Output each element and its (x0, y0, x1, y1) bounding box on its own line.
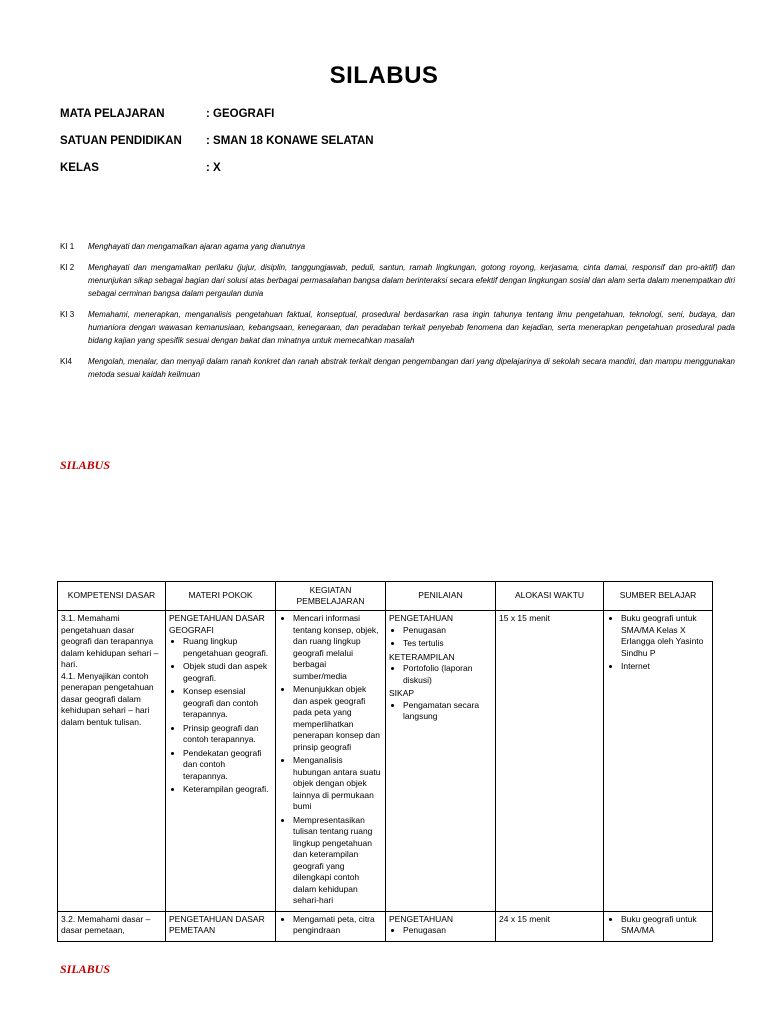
penilaian-group-title: PENGETAHUAN (389, 913, 454, 924)
ki-item (60, 240, 735, 253)
list-item: • Mempresentasikan tulisan tentang ruang lingkup pengetahuan dan keterampilan geografi yang dilengkapi contoh dalam kehidupan sehari-hari (293, 815, 382, 907)
document-title: SILABUS (329, 62, 439, 89)
list-item: • Internet (621, 661, 709, 673)
list-item: • Penugasan (403, 925, 492, 937)
ki-text: Menghayati dan mengamalkan ajaran agama yang dianutnya (88, 242, 306, 251)
list-item: • Mencari informasi tentang konsep, objek, dan ruang lingkup geografi melalui berbagai sumber/media (293, 613, 382, 682)
header-penilaian: PENILAIAN (386, 582, 496, 611)
penilaian-group-title: KETERAMPILAN (389, 651, 455, 662)
ki-code: KI 3 (60, 310, 75, 319)
ki-code: KI 1 (60, 242, 75, 251)
penilaian-list (389, 925, 492, 937)
ki-code: KI 2 (60, 263, 75, 272)
kd-cell: 3.1. Memahami pengetahuan dasar geografi dan terapannya dalam kehidupan sehari – hari. 4.1. Menyajikan contoh penerapan pengetahuan dasar geografi dalam kehidupan sehari – hari dalam bentuk tulisan. (58, 611, 166, 912)
list-item: • Keterampilan geografi. (183, 784, 272, 796)
list-item: • Menganalisis hubungan antara suatu objek dengan objek lainnya di permukaan bumi (293, 755, 382, 813)
alokasi-cell: 24 x 15 menit (496, 911, 604, 941)
ki-item (60, 355, 735, 381)
ki-item (60, 261, 735, 300)
materi-list (169, 636, 272, 796)
ki-text: Mengolah, menalar, dan menyaji dalam ranah konkret dan ranah abstrak terkait dengan pengembangan dari yang dipelajarinya di sekolah secara mandiri, dan mampu menggunakan metoda sesuai kaidah keilmuan (88, 357, 735, 379)
kegiatan-cell (276, 911, 386, 941)
ki-text: Menghayati dan mengamalkan perilaku (jujur, disiplin, tanggungjawab, peduli, santun, ramah lingkungan, gotong royong, kerjasama, cinta damai, responsif dan pro-aktif) dan menunjukan sikap sebagai bagian dari solusi atas berbagai permasalahan bangsa dalam berinteraksi secara efektif dengan lingkungan sosial dan alam serta dalam menempatkan diri sebagai cerminan bangsa dalam pergaulan dunia (88, 263, 735, 298)
list-item: • Portofolio (laporan diskusi) (403, 663, 492, 686)
materi-cell (166, 611, 276, 912)
sumber-cell (604, 611, 713, 912)
ki-item (60, 308, 735, 347)
header-kompetensi: KOMPETENSI DASAR (58, 582, 166, 611)
list-item: • Buku geografi untuk SMA/MA (621, 914, 709, 937)
list-item: • Tes tertulis (403, 638, 492, 650)
table-header-row (58, 582, 713, 611)
list-item: • Konsep esensial geografi dan contoh terapannya. (183, 686, 272, 721)
header-sumber: SUMBER BELAJAR (604, 582, 713, 611)
kegiatan-list (279, 914, 382, 937)
meta-value: : GEOGRAFI (206, 108, 275, 120)
header-alokasi: ALOKASI WAKTU (496, 582, 604, 611)
sumber-list (607, 613, 709, 673)
table-row (58, 611, 713, 912)
kegiatan-list (279, 613, 382, 907)
core-competencies (60, 240, 735, 389)
meta-row-subject (60, 108, 700, 135)
materi-cell (166, 911, 276, 941)
penilaian-group-title: PENGETAHUAN (389, 613, 454, 623)
kegiatan-cell (276, 611, 386, 912)
list-item: • Ruang lingkup pengetahuan geografi. (183, 636, 272, 659)
footer-label: SILABUS (60, 962, 111, 976)
header-materi: MATERI POKOK (166, 582, 276, 611)
penilaian-cell (386, 611, 496, 912)
materi-title: PENGETAHUAN DASAR GEOGRAFI (169, 613, 265, 635)
meta-value: : SMAN 18 KONAWE SELATAN (206, 135, 374, 147)
ki-text: Memahami, menerapkan, menganalisis pengetahuan faktual, konseptual, prosedural berdasarkan rasa ingin tahunya tentang ilmu pengetahuan, teknologi, seni, budaya, dan humaniora dengan wawasan kemanusiaan, kebangsaan, kenegaraan, dan peradaban terkait penyebab fenomena dan kejadian, serta menerapkan pengetahuan prosedural pada bidang kajian yang spesifik sesuai dengan bakat dan minatnya untuk memecahkan masalah (88, 310, 735, 345)
penilaian-list (389, 625, 492, 650)
list-item: • Buku geografi untuk SMA/MA Kelas X Erlangga oleh Yasinto Sindhu P (621, 613, 709, 659)
penilaian-list (389, 663, 492, 686)
meta-label: KELAS (60, 162, 99, 174)
list-item: • Objek studi dan aspek geografi. (183, 661, 272, 684)
list-item: • Pengamatan secara langsung (403, 700, 492, 723)
kd-cell: 3.2. Memahami dasar – dasar pemetaan, (58, 911, 166, 941)
list-item: • Pendekatan geografi dan contoh terapannya. (183, 748, 272, 783)
list-item: • Mengamati peta, citra pengindraan (293, 914, 382, 937)
meta-row-school (60, 135, 700, 162)
meta-row-class (60, 162, 700, 189)
ki-code: KI4 (60, 357, 73, 366)
meta-label: SATUAN PENDIDIKAN (60, 135, 182, 147)
syllabus-table (57, 581, 713, 942)
section-label: SILABUS (60, 458, 111, 472)
alokasi-cell: 15 x 15 menit (496, 611, 604, 912)
meta-value: : X (206, 162, 221, 174)
identity-block (60, 108, 700, 189)
table-row (58, 911, 713, 941)
materi-title: PENGETAHUAN DASAR PEMETAAN (169, 913, 265, 935)
list-item: • Menunjukkan objek dan aspek geografi pada peta yang memperlihatkan penerapan konsep dan prinsip geografi (293, 684, 382, 753)
penilaian-cell (386, 911, 496, 941)
penilaian-list (389, 700, 492, 723)
sumber-list (607, 914, 709, 937)
header-kegiatan: KEGIATAN PEMBELAJARAN (276, 582, 386, 611)
sumber-cell (604, 911, 713, 941)
list-item: • Penugasan (403, 625, 492, 637)
list-item: • Prinsip geografi dan contoh terapannya. (183, 723, 272, 746)
penilaian-group-title: SIKAP (389, 688, 415, 698)
meta-label: MATA PELAJARAN (60, 108, 165, 120)
